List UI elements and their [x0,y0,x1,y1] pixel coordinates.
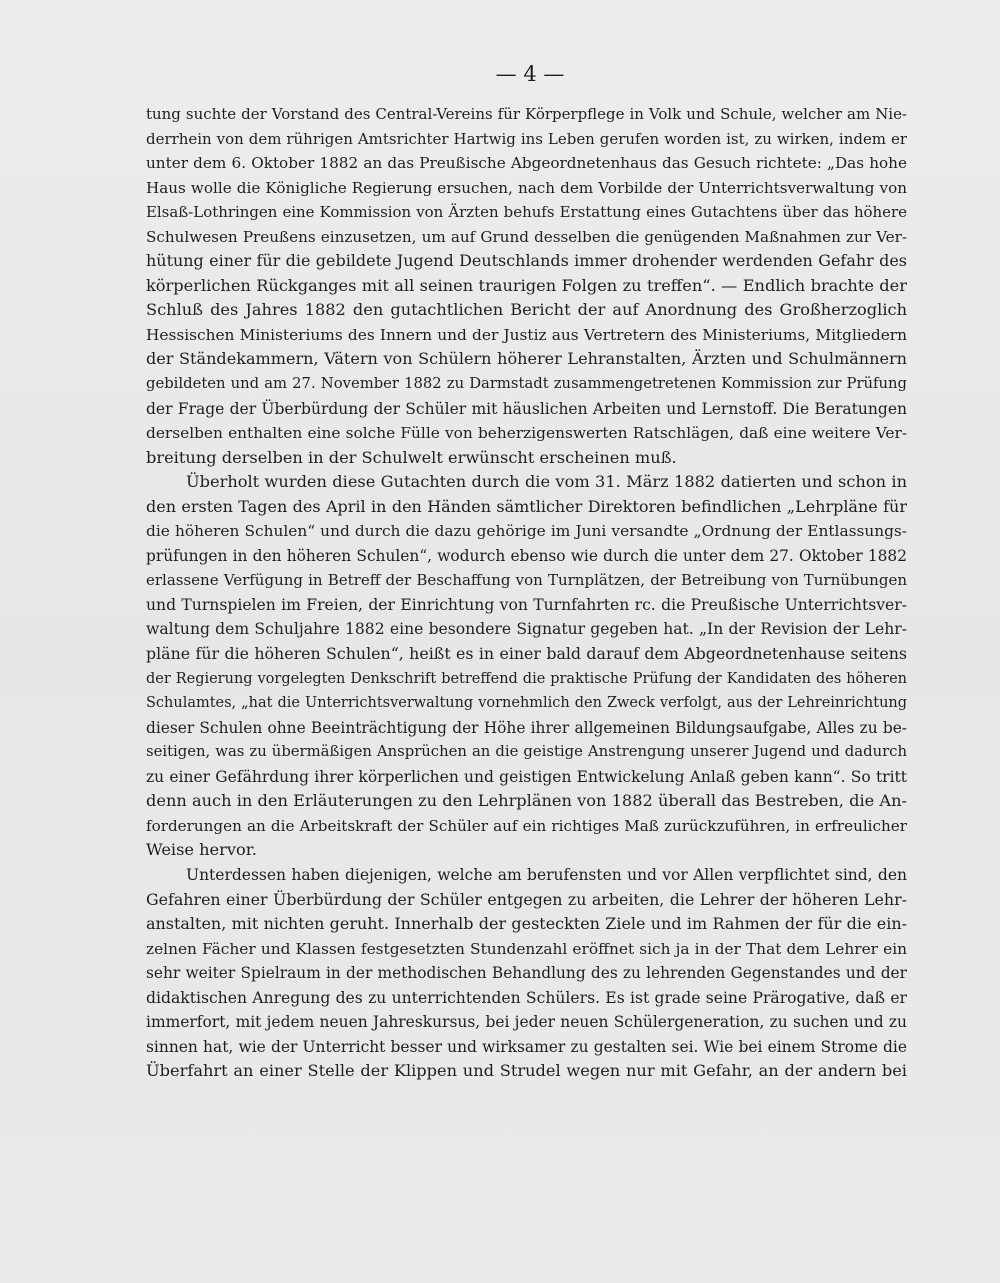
text-line: unter dem 6. Oktober 1882 an das Preußische Abgeordnetenhaus das Gesuch richtete: „Das hohe [146,154,907,173]
paragraph-2 [146,470,907,863]
text-line: Elsaß-Lothringen eine Kommission von Ärzten behufs Erstattung eines Gutachtens über das höhere [146,203,907,222]
text-line: Schluß des Jahres 1882 den gutachtlichen Bericht der auf Anordnung des Großherzoglich [146,300,907,320]
text-line: erlassene Verfügung in Betreff der Beschaffung von Turnplätzen, der Betreibung von Turnübungen [146,571,907,590]
text-line: Haus wolle die Königliche Regierung ersuchen, nach dem Vorbilde der Unterrichtsverwaltung von [146,178,907,197]
text-line: tung suchte der Vorstand des Central-Vereins für Körperpflege in Volk und Schule, welcher am Nie- [146,105,907,123]
text-line: zelnen Fächer und Klassen festgesetzten Stundenzahl eröffnet sich ja in der That dem Lehrer ein [146,939,907,958]
text-line: zu einer Gefährdung ihrer körperlichen und geistigen Entwickelung Anlaß geben kann“. So tritt [146,767,907,786]
text-line: Schulwesen Preußens einzusetzen, um auf Grund desselben die genügenden Maßnahmen zur Ver- [146,227,907,246]
text-line: seitigen, was zu übermäßigen Ansprüchen an die geistige Anstrengung unserer Jugend und dadurch [146,743,907,761]
text-line: der Frage der Überbürdung der Schüler mit häuslichen Arbeiten und Lernstoff. Die Beratungen [146,399,907,418]
text-line: Hessischen Ministeriums des Innern und der Justiz aus Vertretern des Ministeriums, Mitgliedern [146,325,907,344]
paragraph-3 [146,863,907,1084]
text-line: Überholt wurden diese Gutachten durch die vom 31. März 1882 datierten und schon in [186,472,907,492]
text-line: den ersten Tagen des April in den Händen sämtlicher Direktoren befindlichen „Lehrpläne für [146,496,907,516]
text-line: anstalten, mit nichten geruht. Innerhalb der gesteckten Ziele und im Rahmen der für die ein- [146,914,907,934]
text-line: derselben enthalten eine solche Fülle von beherzigenswerten Ratschlägen, daß eine weitere Ver- [146,424,907,443]
text-line: Unterdessen haben diejenigen, welche am berufensten und vor Allen verpflichtet sind, den [186,865,907,884]
text-line: Weise hervor. [146,840,257,860]
page-number: — 4 — [495,62,565,86]
text-line: derrhein von dem rührigen Amtsrichter Hartwig ins Leben gerufen worden ist, zu wirken, indem er [146,129,907,148]
text-line: Gefahren einer Überbürdung der Schüler entgegen zu arbeiten, die Lehrer der höheren Lehr- [146,889,907,909]
paragraph-1 [146,102,907,470]
text-line: Überfahrt an einer Stelle der Klippen und Strudel wegen nur mit Gefahr, an der andern bei [146,1061,907,1081]
text-line: sinnen hat, wie der Unterricht besser und wirksamer zu gestalten sei. Wie bei einem Strome die [146,1037,907,1056]
body-text [146,102,907,1084]
text-line: waltung dem Schuljahre 1882 eine besondere Signatur gegeben hat. „In der Revision der Lehr- [146,620,907,639]
text-line: forderungen an die Arbeitskraft der Schüler auf ein richtiges Maß zurückzuführen, in erfreulicher [146,816,907,835]
text-line: sehr weiter Spielraum in der methodischen Behandlung des zu lehrenden Gegenstandes und der [146,964,907,983]
text-line: der Regierung vorgelegten Denkschrift betreffend die praktische Prüfung der Kandidaten des höheren [146,670,907,687]
text-line: dieser Schulen ohne Beeinträchtigung der Höhe ihrer allgemeinen Bildungsaufgabe, Alles zu be- [146,718,907,737]
text-line: der Ständekammern, Vätern von Schülern höherer Lehranstalten, Ärzten und Schulmännern [146,349,907,369]
text-line: hütung einer für die gebildete Jugend Deutschlands immer drohender werdenden Gefahr des [146,251,907,271]
text-line: didaktischen Anregung des zu unterrichtenden Schülers. Es ist grade seine Prärogative, daß er [146,988,907,1007]
text-line: pläne für die höheren Schulen“, heißt es in einer bald darauf dem Abgeordnetenhause seitens [146,644,907,664]
text-line: immerfort, mit jedem neuen Jahreskursus, bei jeder neuen Schülergeneration, zu suchen und zu [146,1013,907,1032]
text-line: breitung derselben in der Schulwelt erwünscht erscheinen muß. [146,447,677,467]
text-line: die höheren Schulen“ und durch die dazu gehörige im Juni versandte „Ordnung der Entlassungs- [146,522,907,541]
text-line: und Turnspielen im Freien, der Einrichtung von Turnfahrten rc. die Preußische Unterrichtsver- [146,595,907,614]
text-line: gebildeten und am 27. November 1882 zu Darmstadt zusammengetretenen Kommission zur Prüfung [146,375,907,393]
text-line: Schulamtes, „hat die Unterrichtsverwaltung vornehmlich den Zweck verfolgt, aus der Lehreinrichtung [146,695,907,712]
text-line: körperlichen Rückganges mit all seinen traurigen Folgen zu treffen“. — Endlich brachte der [146,275,907,295]
text-line: prüfungen in den höheren Schulen“, wodurch ebenso wie durch die unter dem 27. Oktober 1882 [146,546,907,565]
text-line: denn auch in den Erläuterungen zu den Lehrplänen von 1882 überall das Bestreben, die An- [146,791,907,811]
